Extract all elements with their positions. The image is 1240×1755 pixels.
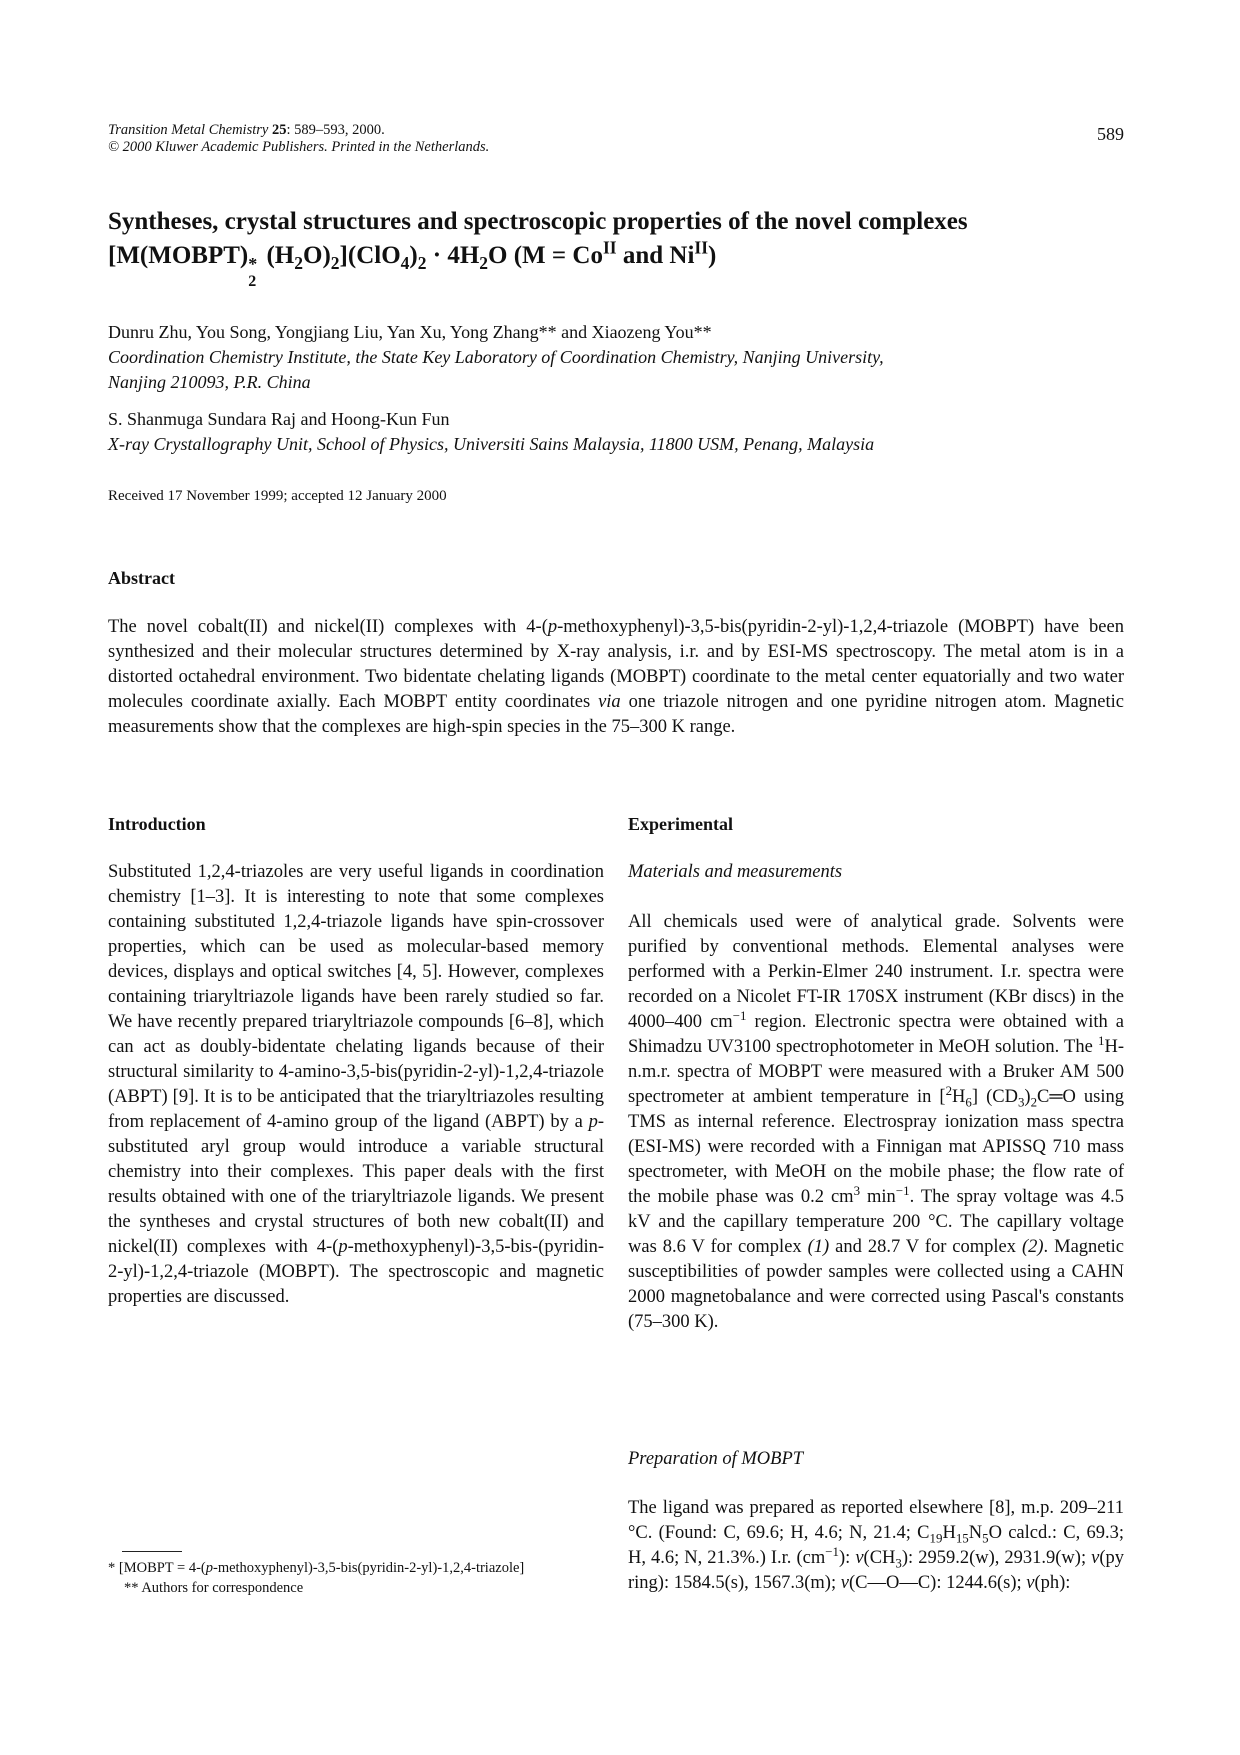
affiliation-2: X-ray Crystallography Unit, School of Physics, Universiti Sains Malaysia, 11800 USM, Penang, Malaysia [108,434,875,454]
journal-citation [108,122,489,156]
experimental-heading: Experimental [628,814,733,834]
materials-text: All chemicals used were of analytical grade. Solvents were purified by conventional methods. Elemental analyses were performed with a Perkin-Elmer 240 instrument. I.r. spectra were recorded on a Nicolet FT-IR 170SX instrument (KBr discs) in the 4000–400 $cm^{-1}$ region. Electronic spectra were obtained with a Shimadzu UV3100 spectrophotometer in MeOH solution. The $^1$H-n.m.r. spectra of MOBPT were measured with a Bruker AM 500 spectrometer at ambient temperature in $[^2H_6]$ $(CD_3)_2C═O$ using TMS as internal reference. Electrospray ionization mass spectra (ESI-MS) were recorded with a Finnigan mat APISSQ 710 mass spectrometer, with MeOH on the mobile phase; the flow rate of the mobile phase was 0.2 $cm^3$ $\min^{-1}$. The spray voltage was 4.5 kV and the capillary temperature 200 °C. The capillary voltage was 8.6 V for complex (1) and 28.7 V for complex (2). Magnetic susceptibilities of powder samples were collected using a CAHN 2000 magnetobalance and were corrected using Pascal's constants (75–300 K). [628,912,1125,1332]
preparation-subheading: Preparation of MOBPT [628,1449,804,1469]
abstract-text: The novel cobalt(II) and nickel(II) complexes with 4-(p-methoxyphenyl)-3,5-bis(pyridin-2-yl)-1,2,4-triazole (MOBPT) have been synthesized and their molecular structures determined by X-ray analysis, i.r. and by ESI-MS spectroscopy. The metal atom is in a distorted octahedral environment. Two bidentate chelating ligands (MOBPT) coordinate to the metal center equatorially and two water molecules coordinate axially. Each MOBPT entity coordinates via one triazole nitrogen and one pyridine nitrogen atom. Magnetic measurements show that the complexes are high-spin species in the 75–300 K range. [108,617,1125,737]
footnotes [108,1558,604,1598]
footnote-rule [122,1551,182,1552]
journal-pages: : 589–593, 2000. [286,122,385,138]
author-list-1: Dunru Zhu, You Song, Yongjiang Liu, Yan Xu, Yong Zhang** and Xiaozeng You** [108,322,712,342]
journal-volume: 25 [271,122,287,138]
introduction-text: Substituted 1,2,4-triazoles are very useful ligands in coordination chemistry [1–3]. It is interesting to note that some complexes containing substituted 1,2,4-triazole ligands have spin-crossover properties, which can be used as molecular-based memory devices, displays and optical switches [4, 5]. However, complexes containing triaryltriazole ligands have been rarely studied so far. We have recently prepared triaryltriazole compounds [6–8], which can act as doubly-bidentate chelating ligands because of their structural similarity to 4-amino-3,5-bis(pyridin-2-yl)-1,2,4-triazole (ABPT) [9]. It is to be anticipated that the triaryltriazoles resulting from replacement of 4-amino group of the ligand (ABPT) by a p-substituted aryl group would introduce a variable structural chemistry into their complexes. This paper deals with the first results obtained with one of the triaryltriazole ligands. We present the syntheses and crystal structures of both new cobalt(II) and nickel(II) complexes with 4-(p-methoxyphenyl)-3,5-bis-(pyridin-2-yl)-1,2,4-triazole (MOBPT). The spectroscopic and magnetic properties are discussed. [108,862,604,1307]
paper-title [108,205,1138,290]
abstract-heading: Abstract [108,568,175,588]
footnote-2: ** Authors for correspondence [124,1580,304,1596]
title-line-1: Syntheses, crystal structures and spectroscopic properties of the novel complexes [108,208,968,235]
footnote-1: * [MOBPT = 4-(p-methoxyphenyl)-3,5-bis(pyridin-2-yl)-1,2,4-triazole] [108,1560,525,1576]
received-dates: Received 17 November 1999; accepted 12 January 2000 [108,488,447,504]
materials-subheading: Materials and measurements [628,862,843,882]
author-block [108,320,1138,457]
preparation-text: The ligand was prepared as reported elsewhere [8], m.p. 209–211 °C. (Found: C, 69.6; H, 4.6; N, 21.4; $C_{19}H_{15}N_5O$ calcd.: C, 69.3; H, 4.6; N, 21.3%.) I.r. $(cm^{-1})$: $\nu(CH_3)$: 2959.2(w), 2931.9(w); ν(py ring): 1584.5(s), 1567.3(m); ν(C—O—C): 1244.6(s); ν(ph): [628,1498,1124,1593]
affiliation-1b: Nanjing 210093, P.R. China [108,372,311,392]
page-number: 589 [1097,124,1124,144]
introduction-heading: Introduction [108,814,206,834]
affiliation-1a: Coordination Chemistry Institute, the State Key Laboratory of Coordination Chemistry, Nanjing University, [108,347,884,367]
journal-name: Transition Metal Chemistry [108,122,269,138]
title-formula: [M(MOBPT) * 2 $(H_2O)_2](ClO_4)_2 \cdot 4H_2O$ ($M = Co^{II}$ and $Ni^{II}$) [108,237,717,290]
author-list-2: S. Shanmuga Sundara Raj and Hoong-Kun Fun [108,409,450,429]
copyright-line: © 2000 Kluwer Academic Publishers. Printed in the Netherlands. [108,139,490,155]
